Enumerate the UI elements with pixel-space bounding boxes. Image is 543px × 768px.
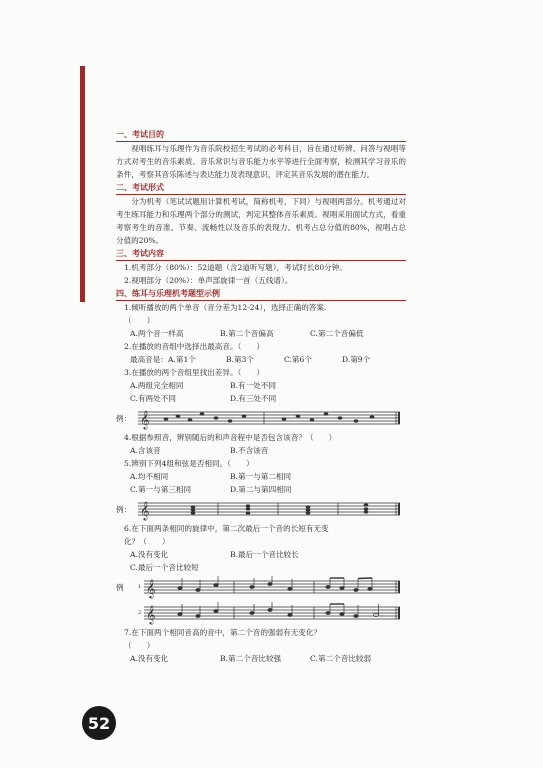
svg-text:𝄞: 𝄞 [140, 501, 150, 520]
option-c: C.第二个音偏低 [310, 329, 364, 338]
option-d: D.第9个 [341, 355, 371, 364]
example-label: 例： [116, 413, 132, 423]
question-6-stem: 6.在下面两条相同的旋律中，第二次最后一个音的长短有无变 [124, 524, 329, 533]
question-4-options [116, 444, 406, 457]
music-staff-icon [144, 601, 400, 625]
option-d: D.有三处不同 [230, 394, 277, 403]
section-title-examples: 四、练耳与乐理机考题型示例 [116, 287, 406, 301]
option-a: A.含该音 [130, 446, 161, 455]
question-6-options-row2 [116, 561, 406, 574]
option-c: C.第6个 [283, 355, 312, 364]
option-a: A.均不相同 [130, 472, 169, 481]
question-5-stem: 5.辨别下列4组和弦是否相同。（ ） [124, 459, 254, 468]
example-label: 例 [116, 582, 124, 592]
option-c: C.有两处不同 [130, 394, 176, 403]
option-c: C.第二个音比较弱 [310, 654, 372, 663]
option-prefix: 最高音是： [130, 355, 168, 364]
question-1-options [116, 327, 406, 340]
question-4-stem: 4.根据参照音，辨别随后的和声音程中是否包含该音？（ ） [124, 433, 337, 442]
content-item: 2.视唱部分（20%）：单声部旋律一首（五线谱）。 [124, 276, 293, 285]
option-b: B.不含该音 [230, 446, 269, 455]
question-7-paren: （ ） [124, 641, 155, 650]
question-5-example [116, 496, 406, 522]
section-title-format: 二、考试形式 [116, 181, 406, 195]
question-7-stem: 7.在下面两个相同音高的音中，第二个音的强弱有无变化？ [124, 628, 322, 637]
option-b: B.第一与第二相同 [230, 472, 292, 481]
question-5-options-row2 [116, 483, 406, 496]
question-6-stem-cont: 化？（ ） [124, 537, 170, 546]
svg-text:𝄞: 𝄞 [140, 410, 150, 429]
staff-number: 1 [138, 583, 142, 590]
question-3-options-row1 [116, 379, 406, 392]
page-number-badge: 52 [82, 706, 116, 740]
option-c: C.最后一个音比较短 [130, 563, 199, 572]
svg-text:𝄞: 𝄞 [146, 579, 156, 598]
exam-content [116, 128, 406, 665]
music-staff-icon [138, 406, 400, 430]
question-1-paren: （ ） [124, 316, 155, 325]
option-a: A.没有变化 [130, 550, 169, 559]
question-6-example-1 [116, 574, 406, 600]
question-7-options [116, 652, 406, 665]
question-2-stem: 2.在播放的音组中选择出最高音。（ ） [124, 342, 265, 351]
question-6-example-2 [116, 600, 406, 626]
staff-number: 2 [138, 609, 142, 616]
content-item: 1.机考部分（80%）：52道题（含2道听写题），考试时长80分钟。 [124, 263, 347, 272]
option-a: A.两组完全相同 [130, 381, 184, 390]
option-b: B.第3个 [225, 355, 254, 364]
question-3-stem: 3.在播放的两个音组里找出差异。（ ） [124, 368, 265, 377]
red-accent-bar [80, 66, 85, 302]
question-2-options [116, 353, 406, 366]
section-body-purpose: 视唱练耳与乐理作为音乐院校招生考试的必考科目，旨在通过听辨、问答与视唱等方式对考生的音乐素质、音乐常识与音乐能力水平等进行全面考察，检测其学习音乐的条件，考察其音乐陈述与表达能力及表现意识，评定其音乐发展的潜在能力。 [116, 144, 406, 179]
question-1-stem: 1.倾听播放的两个单音（音分差为12-24），选择正确的答案. [124, 303, 327, 312]
option-b: B.第二个音偏高 [220, 329, 274, 338]
music-staff-icon [138, 497, 400, 521]
question-6-options-row1 [116, 548, 406, 561]
example-label: 例： [116, 504, 132, 514]
question-5-options-row1 [116, 470, 406, 483]
question-3-example [116, 405, 406, 431]
music-staff-icon [144, 575, 400, 599]
svg-text:𝄞: 𝄞 [146, 605, 156, 624]
section-body-format: 分为机考（笔试试题用计算机考试，简称机考，下同）与视唱两部分。机考通过对考生练耳能力和乐理两个部分的测试，判定其整体音乐素质。视唱采用面试方式，看重考察考生的音准、节奏、流畅性以及音乐的表现力。机考占总分值的80%，视唱占总分值的20%。 [116, 197, 406, 245]
question-3-options-row2 [116, 392, 406, 405]
option-d: D.第二与第四相同 [230, 485, 292, 494]
section-title-content: 三、考试内容 [116, 247, 406, 261]
option-a: A.两个音一样高 [130, 329, 184, 338]
option-a: A.第1个 [167, 355, 196, 364]
section-title-purpose: 一、考试目的 [116, 128, 406, 142]
option-b: B.最后一个音比较长 [230, 550, 299, 559]
option-b: B.有一处不同 [230, 381, 276, 390]
option-c: C.第一与第三相同 [130, 485, 192, 494]
option-a: A.没有变化 [130, 654, 169, 663]
option-b: B.第二个音比较强 [220, 654, 282, 663]
